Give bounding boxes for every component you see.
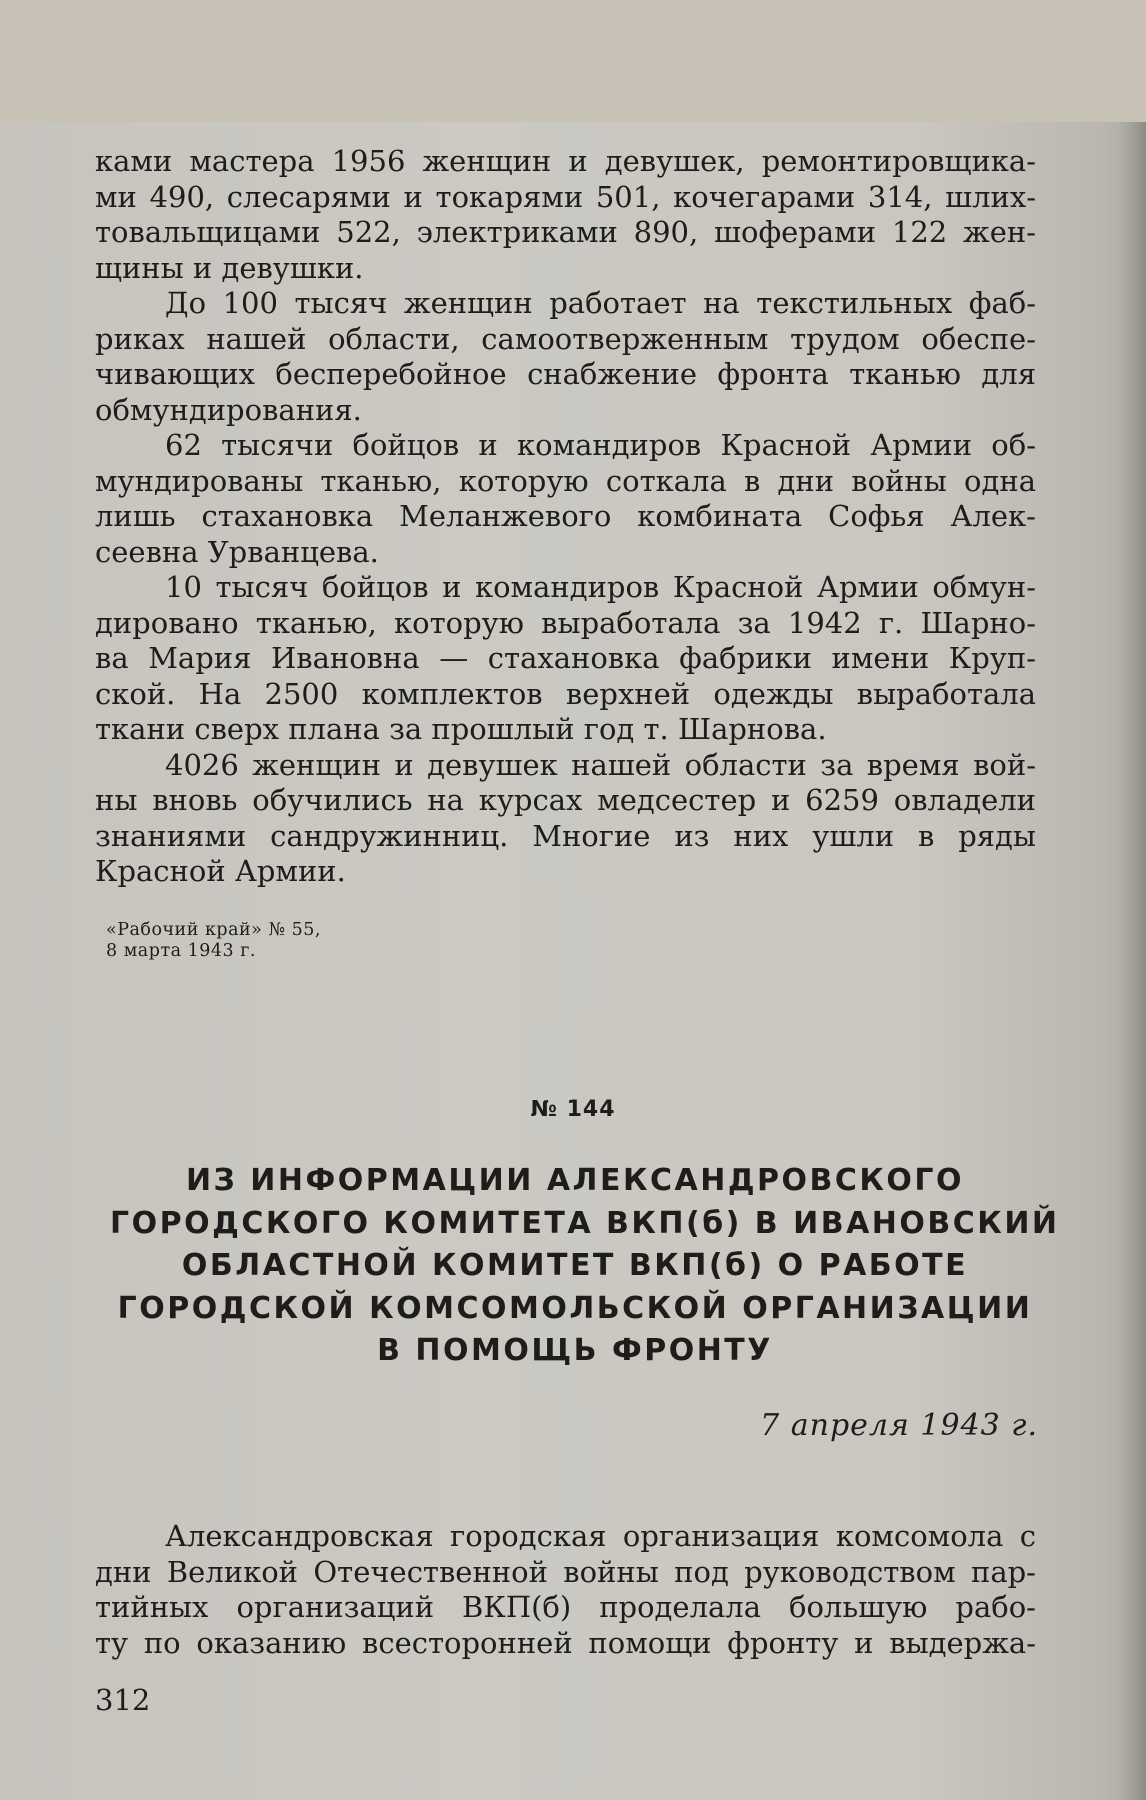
text-line: чивающих бесперебойное снабжение фронта тканью для [95,357,1036,391]
source-newspaper: «Рабочий край» № 55, [106,920,321,940]
text-line: товальщицами 522, электриками 890, шоферами 122 жен- [95,215,1036,249]
text-line: дни Великой Отечественной войны под руководством пар- [95,1554,1036,1589]
page-edge-shadow [1118,122,1146,1800]
text-line: обмундирования. [95,392,362,427]
lower-text-block [95,1519,1036,1661]
text-line: ва Мария Ивановна — стахановка фабрики имени Круп- [95,641,1036,675]
text-line: сеевна Урванцева. [95,534,379,569]
text-line: 4026 женщин и девушек нашей области за время вой- [165,747,1036,782]
text-line: знаниями сандружинниц. Многие из них ушли в ряды [95,818,1036,853]
page-number: 312 [95,1683,151,1717]
source-citation [106,920,321,962]
text-line: 10 тысяч бойцов и командиров Красной Армии обмун- [165,570,1036,604]
text-line: лишь стахановка Меланжевого комбината Софья Алек- [95,499,1036,533]
upper-text-block [95,144,1036,890]
heading-line: ОБЛАСТНОЙ КОМИТЕТ ВКП(б) О РАБОТЕ [181,1248,969,1283]
heading-line: ГОРОДСКОГО КОМИТЕТА ВКП(б) В ИВАНОВСКИЙ [110,1205,1060,1241]
text-line: щины и девушки. [95,250,364,285]
text-line: ткани сверх плана за прошлый год т. Шарнова. [95,712,827,746]
text-line: ми 490, слесарями и токарями 501, кочегарами 314, шлих- [95,179,1036,214]
text-line: тийных организаций ВКП(б) проделала большую рабо- [95,1590,1036,1624]
heading-line: В ПОМОЩЬ ФРОНТУ [377,1333,773,1368]
text-line: Александровская городская организация комсомола с [165,1519,1036,1553]
document-date: 7 апреля 1943 г. [760,1408,1038,1443]
text-line: 62 тысячи бойцов и командиров Красной Армии об- [165,428,1036,462]
text-line: дировано тканью, которую выработала за 1942 г. Шарно- [95,605,1036,640]
heading-line: ГОРОДСКОЙ КОМСОМОЛЬСКОЙ ОРГАНИЗАЦИИ [117,1290,1033,1326]
text-line: риках нашей области, самоотверженным трудом обеспе- [95,321,1036,356]
heading-line: ИЗ ИНФОРМАЦИИ АЛЕКСАНДРОВСКОГО [185,1163,965,1198]
background-top-band [0,0,1146,122]
document-number: № 144 [530,1097,616,1122]
text-line: мундированы тканью, которую соткала в дни войны одна [95,463,1036,498]
source-date: 8 марта 1943 г. [106,941,256,961]
text-line: ны вновь обучились на курсах медсестер и 6259 овладели [95,783,1036,817]
text-line: До 100 тысяч женщин работает на текстильных фаб- [165,286,1036,320]
text-line: ками мастера 1956 женщин и девушек, ремонтировщика- [95,144,1036,178]
text-line: ской. На 2500 комплектов верхней одежды выработала [95,676,1036,711]
text-line: ту по оказанию всесторонней помощи фронту и выдержа- [95,1625,1036,1660]
document-heading [110,1160,1060,1373]
text-line: Красной Армии. [95,854,346,888]
